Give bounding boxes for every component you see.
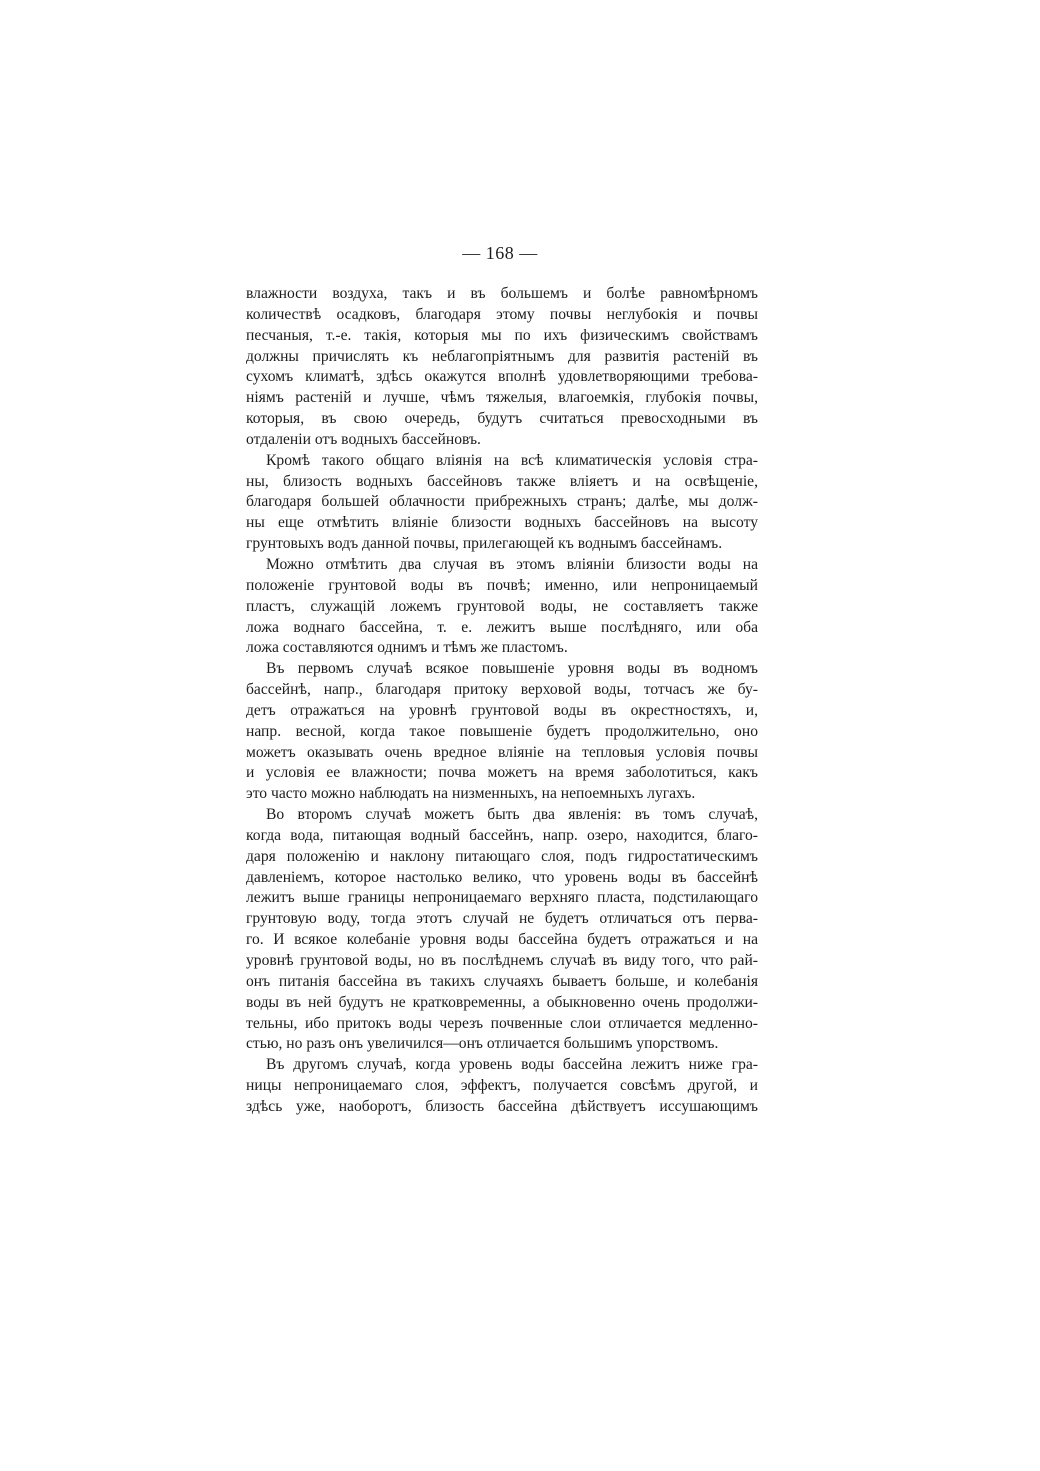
text-line: даря положенію и наклону питающаго слоя, подъ гидростатическимъ <box>246 847 758 865</box>
text-line: грунтовую воду, тогда этотъ случай не будетъ отличаться отъ перва- <box>246 910 758 928</box>
text-line: песчаныя, т.-е. такія, которыя мы по ихъ физическимъ свойствамъ <box>246 326 758 344</box>
text-line: ны еще отмѣтить вліяніе близости водныхъ бассейновъ на высоту <box>246 514 758 532</box>
text-line: количествѣ осадковъ, благодаря этому почвы неглубокія и почвы <box>246 305 758 323</box>
text-line: благодаря большей облачности прибрежныхъ странъ; далѣе, мы долж- <box>246 493 758 511</box>
text-line: пластъ, служащій ложемъ грунтовой воды, не составляетъ также <box>246 597 758 615</box>
text-line: давленіемъ, которое настолько велико, что уровень воды въ бассейнѣ <box>246 868 758 886</box>
text-line: ложа составляются однимъ и тѣмъ же пластомъ. <box>246 639 568 657</box>
text-line: бассейнѣ, напр., благодаря притоку верховой воды, тотчасъ же бу- <box>246 681 758 699</box>
text-line: и условія ее влажности; почва можетъ на время заболотиться, какъ <box>246 764 758 782</box>
text-line: должны причислять къ неблагопріятнымъ для развитія растеній въ <box>246 347 758 365</box>
body-text <box>246 284 758 1118</box>
text-line: которыя, въ свою очередь, будутъ считаться превосходными въ <box>246 410 758 428</box>
text-line: ложа воднаго бассейна, т. е. лежитъ выше послѣдняго, или оба <box>246 618 758 636</box>
text-line: детъ отражаться на уровнѣ грунтовой воды въ окрестностяхъ, и, <box>246 701 758 719</box>
text-line: Во второмъ случаѣ можетъ быть два явленія: въ томъ случаѣ, <box>266 806 758 824</box>
text-line: отдаленіи отъ водныхъ бассейновъ. <box>246 430 481 448</box>
text-line: онъ питанія бассейна въ такихъ случаяхъ бываетъ больше, и колебанія <box>246 972 758 990</box>
text-line: ніямъ растеній и лучше, чѣмъ тяжелыя, влагоемкія, глубокія почвы, <box>246 389 758 407</box>
text-line: Можно отмѣтить два случая въ этомъ вліяніи близости воды на <box>266 555 758 573</box>
text-line: тельны, ибо притокъ воды черезъ почвенные слои отличается медленно- <box>246 1014 758 1032</box>
text-line: влажности воздуха, такъ и въ большемъ и болѣе равномѣрномъ <box>246 285 758 302</box>
text-line: Въ первомъ случаѣ всякое повышеніе уровня воды въ водномъ <box>266 660 758 678</box>
text-line: Кромѣ такого общаго вліянія на всѣ климатическія условія стра- <box>266 451 758 469</box>
text-line: лежитъ выше границы непроницаемаго верхняго пласта, подстилающаго <box>246 889 758 907</box>
text-line: ны, близость водныхъ бассейновъ также вліяетъ и на освѣщеніе, <box>246 472 758 490</box>
text-line: здѣсь уже, наоборотъ, близость бассейна дѣйствуетъ иссушающимъ <box>246 1097 758 1115</box>
text-line: грунтовыхъ водъ данной почвы, прилегающей къ воднымъ бассейнамъ. <box>246 535 723 553</box>
text-line: Въ другомъ случаѣ, когда уровень воды бассейна лежитъ ниже гра- <box>266 1056 758 1074</box>
text-line: когда вода, питающая водный бассейнъ, напр. озеро, находится, благо- <box>246 826 758 844</box>
text-line: это часто можно наблюдать на низменныхъ, на непоемныхъ лугахъ. <box>246 785 696 803</box>
text-line: ницы непроницаемаго слоя, эффектъ, получается совсѣмъ другой, и <box>246 1077 758 1095</box>
text-line: го. И всякое колебаніе уровня воды бассейна будетъ отражаться и на <box>246 931 758 949</box>
text-line: уровнѣ грунтовой воды, но въ послѣднемъ случаѣ въ виду того, что рай- <box>246 952 758 969</box>
text-line: напр. весной, когда такое повышеніе будетъ продолжительно, оно <box>246 722 758 740</box>
text-line: можетъ оказывать очень вредное вліяніе на тепловыя условія почвы <box>246 743 758 761</box>
text-line: положеніе грунтовой воды въ почвѣ; именно, или непроницаемый <box>246 576 758 594</box>
text-line: воды въ ней будутъ не кратковременны, а обыкновенно очень продолжи- <box>246 993 758 1011</box>
page-number: — 168 — <box>462 243 538 263</box>
text-line: сухомъ климатѣ, здѣсь окажутся вполнѣ удовлетворяющими требова- <box>246 368 758 386</box>
text-line: стью, но разъ онъ увеличился—онъ отличается большимъ упорствомъ. <box>246 1035 719 1053</box>
